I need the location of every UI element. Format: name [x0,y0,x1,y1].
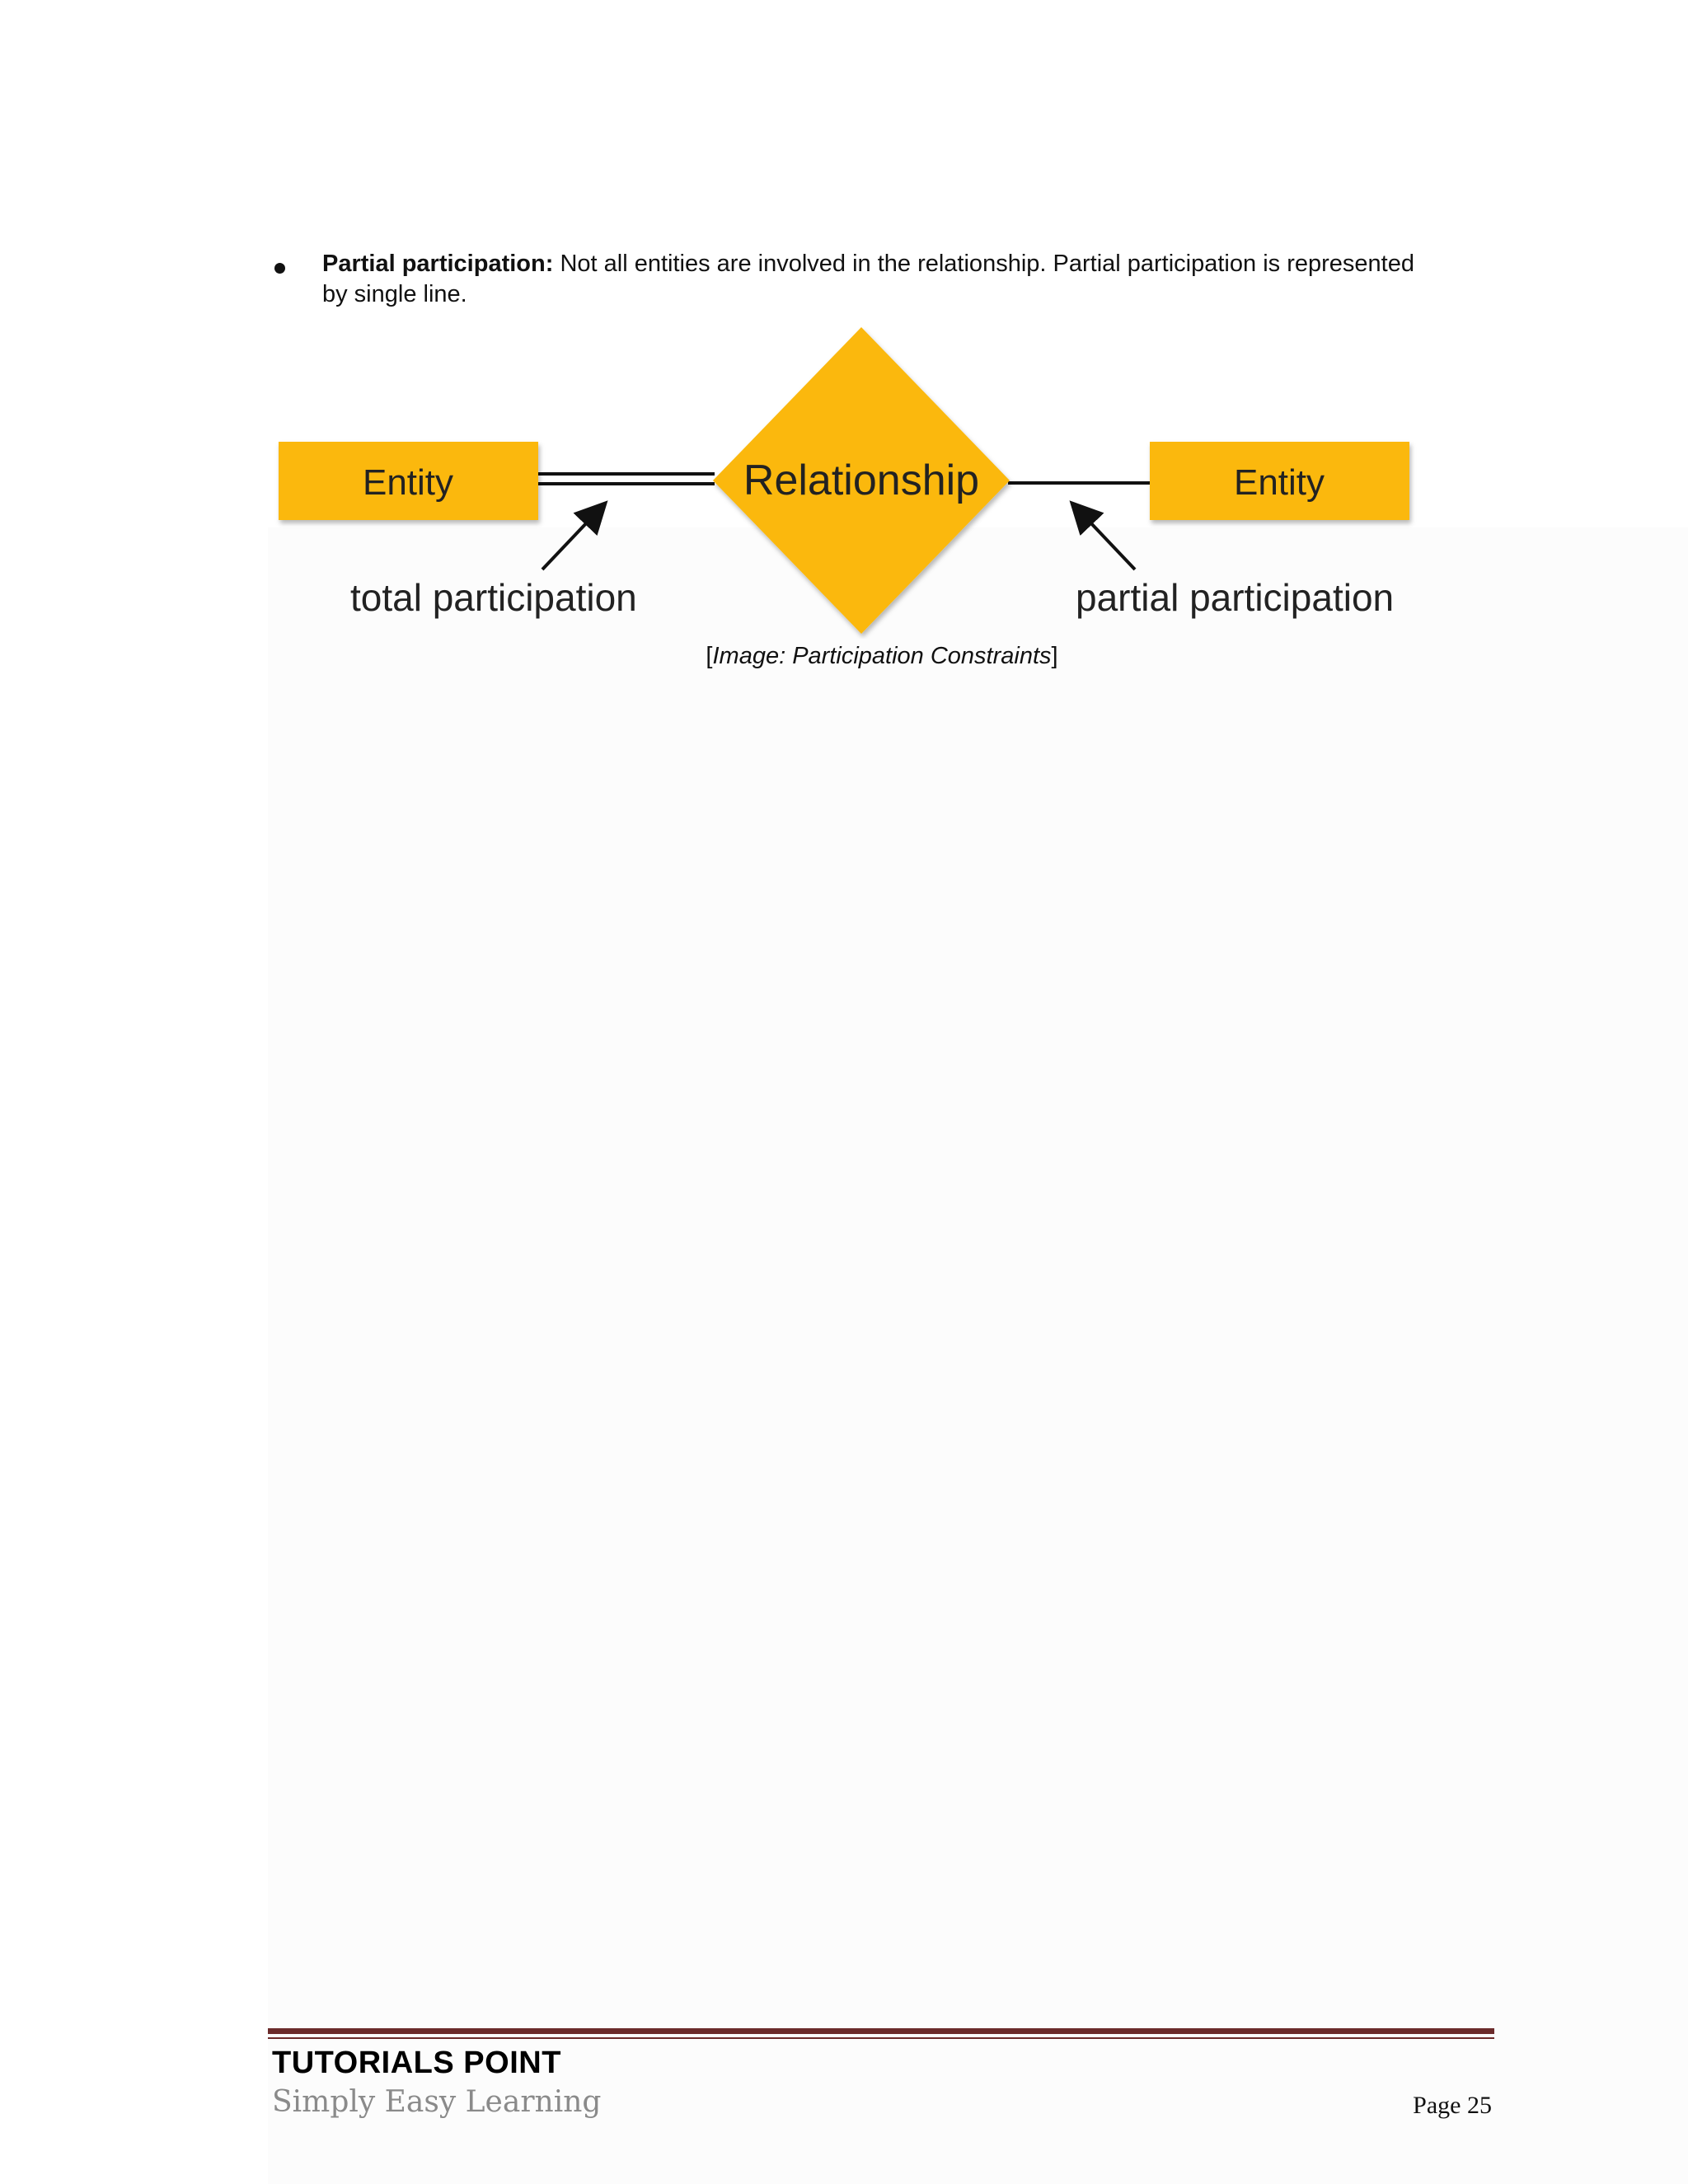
footer-divider-thin [268,2037,1494,2039]
bullet-icon [274,263,285,274]
total-participation-label: total participation [350,576,637,619]
footer-tagline: Simply Easy Learning [272,2085,602,2119]
bullet-description-line2: by single line. [322,281,467,307]
figure-caption [0,643,1688,670]
page-number: Page 25 [1413,2092,1492,2119]
relationship-label: Relationship [743,457,980,504]
total-participation-arrow-icon [542,505,603,569]
footer-divider [268,2028,1494,2034]
page-background [268,527,1688,2184]
caption-open-bracket: [ [706,643,713,669]
participation-diagram [264,317,1434,639]
right-entity-label: Entity [1233,462,1325,503]
bullet-description-line1: Not all entities are involved in the relationship. Partial participation is represented [560,251,1414,277]
bullet-text [322,249,1476,310]
partial-participation-label: partial participation [1076,576,1395,619]
footer-brand: TUTORIALS POINT [272,2046,561,2080]
caption-text: Image: Participation Constraints [712,643,1052,669]
left-entity-label: Entity [362,462,454,503]
caption-close-bracket: ] [1051,643,1058,669]
bullet-term: Partial participation: [322,251,554,277]
partial-participation-arrow-icon [1074,505,1135,569]
